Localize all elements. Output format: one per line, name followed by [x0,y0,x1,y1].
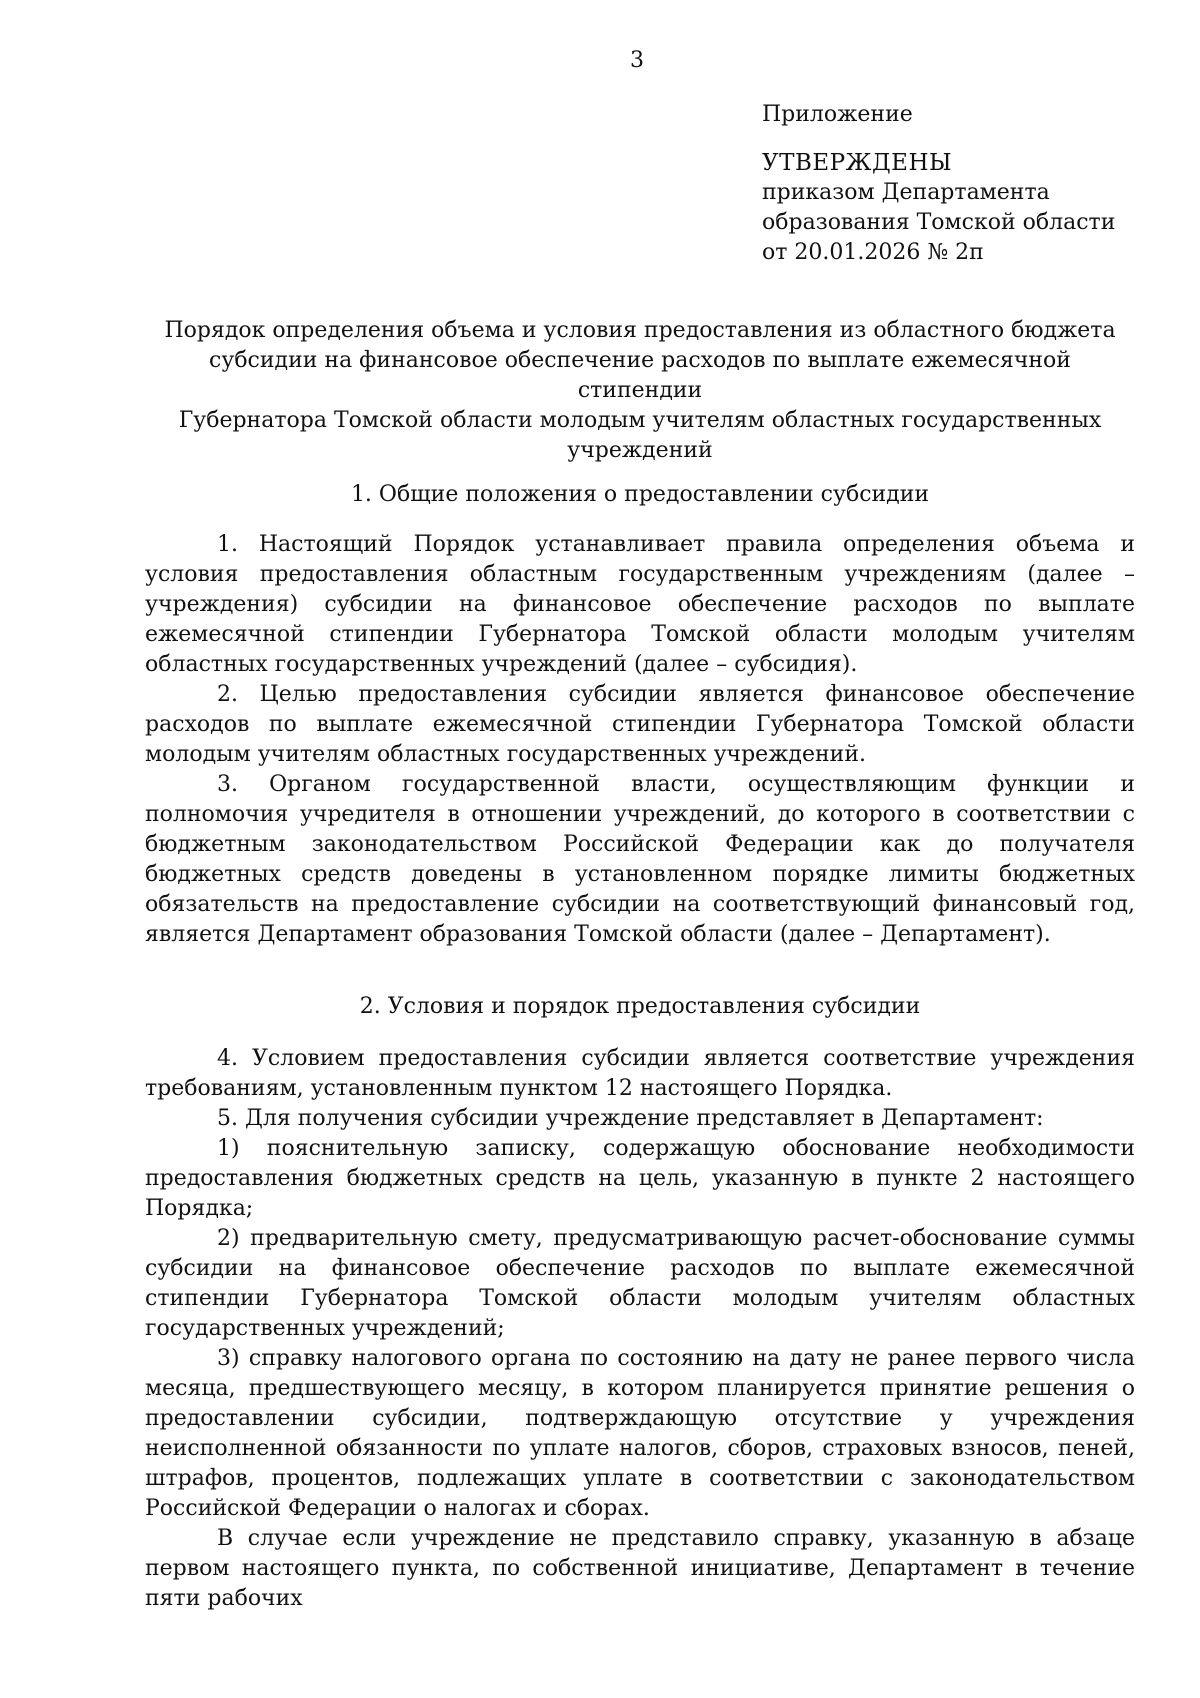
appendix-label: Приложение [762,102,913,127]
paragraph-4: 4. Условием предоставления субсидии является соответствие учреждения требованиям, установленным пунктом 12 настоящего Порядка. [145,1046,1135,1101]
list-item-1: 1) пояснительную записку, содержащую обоснование необходимости предоставления бюджетных средств на цель, указанную в пункте 2 настоящего Порядка; [145,1136,1135,1221]
approved-label: УТВЕРЖДЕНЫ [762,150,953,176]
title-line: Губернатора Томской области молодым учителям областных государственных [178,408,1102,433]
section-1-heading: 1. Общие положения о предоставлении субсидии [350,482,930,507]
paragraph-3: 3. Органом государственной власти, осуществляющим функции и полномочия учредителя в отношении учреждений, до которого в соответствии с бюджетным законодательством Российской Федерации как до получателя бюджетных средств доведены в установленном порядке лимиты бюджетных обязательств на предоставление субсидии на соответствующий финансовый год, является Департамент образования Томской области (далее – Департамент). [145,772,1135,947]
section-1-body [145,530,1135,950]
list-item-2: 2) предварительную смету, предусматривающую расчет-обоснование суммы субсидии на финансовое обеспечение расходов по выплате ежемесячной стипендии Губернатора Томской области молодым учителям областных государственных учреждений; [145,1226,1135,1341]
approval-line: приказом Департамента [762,180,1050,205]
list-item-3: 3) справку налогового органа по состоянию на дату не ранее первого числа месяца, предшествующего месяцу, в котором планируется принятие решения о предоставлении субсидии, подтверждающую отсутствие у учреждения неисполненной обязанности по уплате налогов, сборов, страховых взносов, пеней, штрафов, процентов, подлежащих уплате в соответствии с законодательством Российской Федерации о налогах и сборах. [145,1346,1135,1521]
title-line: субсидии на финансовое обеспечение расходов по выплате ежемесячной стипендии [209,348,1071,403]
section-2-body [145,1044,1135,1614]
paragraph-continuation: В случае если учреждение не представило справку, указанную в абзаце первом настоящего пункта, по собственной инициативе, Департамент в течение пяти рабочих [145,1526,1135,1611]
paragraph-5: 5. Для получения субсидии учреждение представляет в Департамент: [217,1106,1044,1131]
page-number: 3 [630,48,644,73]
title-line: учреждений [567,438,713,463]
approval-date: от 20.01.2026 № 2п [762,240,984,265]
section-2-heading: 2. Условия и порядок предоставления субсидии [359,994,921,1019]
title-line: Порядок определения объема и условия предоставления из областного бюджета [164,318,1116,343]
document-title [145,316,1135,466]
approval-block [762,100,1115,268]
paragraph-1: 1. Настоящий Порядок устанавливает правила определения объема и условия предоставления областным государственным учреждениям (далее – учреждения) субсидии на финансовое обеспечение расходов по выплате ежемесячной стипендии Губернатора Томской области молодым учителям областных государственных учреждений (далее – субсидия). [145,532,1135,677]
paragraph-2: 2. Целью предоставления субсидии является финансовое обеспечение расходов по выплате ежемесячной стипендии Губернатора Томской области молодым учителям областных государственных учреждений. [145,682,1135,767]
approval-line: образования Томской области [762,210,1116,235]
